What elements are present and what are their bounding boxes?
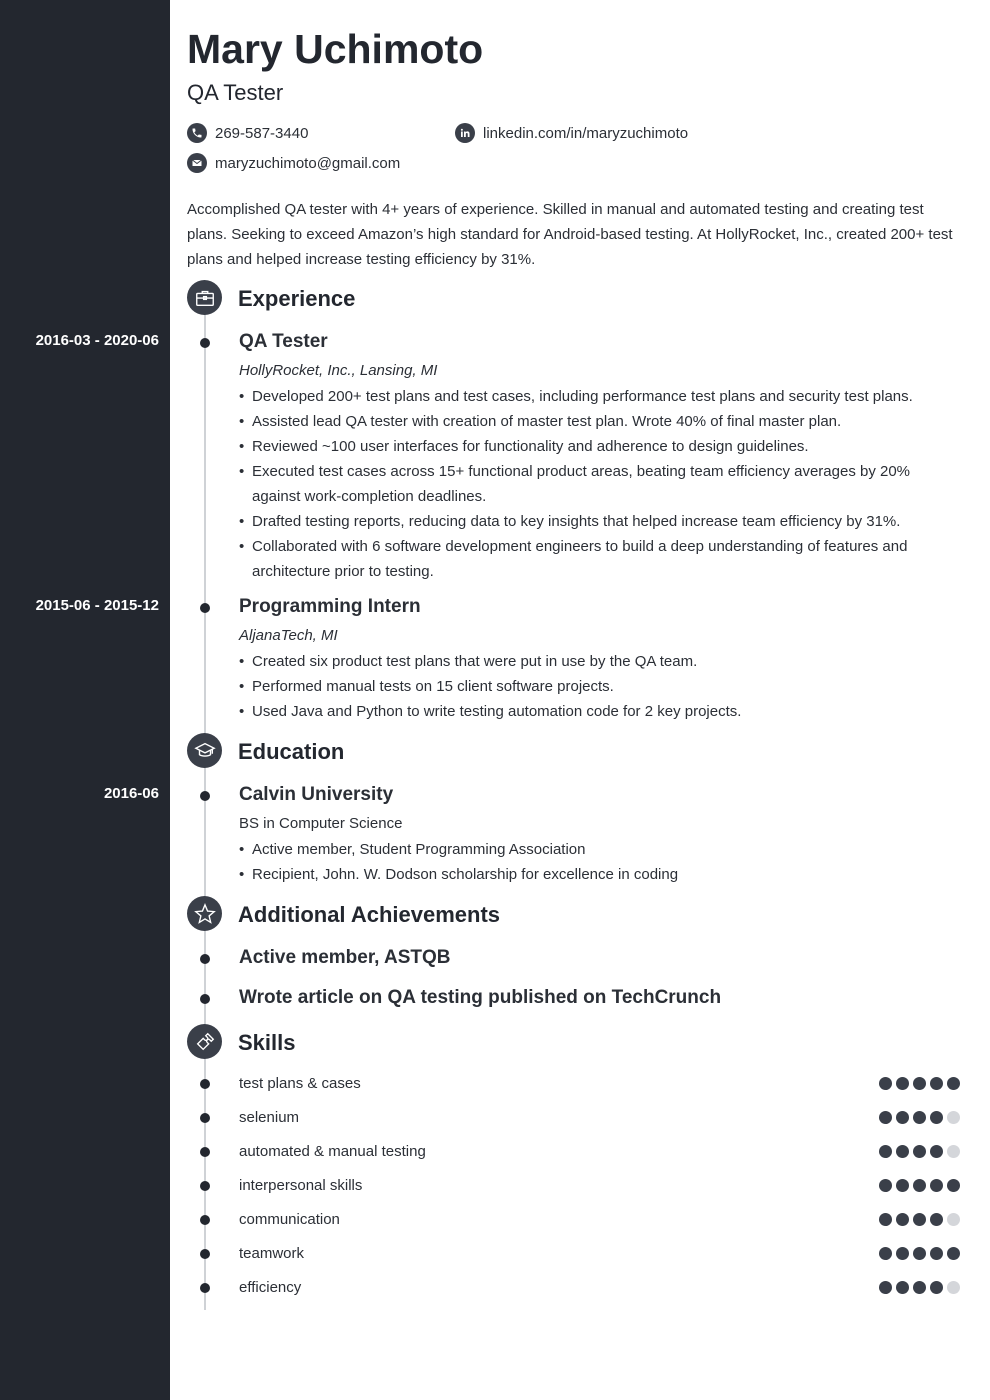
skill-name: communication: [239, 1211, 340, 1228]
rating-dot-filled: [913, 1247, 926, 1260]
education-bullets: [239, 837, 944, 887]
rating-dot-filled: [896, 1247, 909, 1260]
rating-dot-filled: [930, 1111, 943, 1124]
timeline-dot: [200, 1079, 210, 1089]
bullet-item: • Active member, Student Programming Association: [239, 837, 944, 862]
job-role: QA Tester: [187, 80, 284, 105]
bullet-item: • Assisted lead QA tester with creation of master test plan. Wrote 40% of final master plan.: [239, 409, 944, 434]
timeline-dot: [200, 1215, 210, 1225]
rating-dot-filled: [879, 1111, 892, 1124]
rating-dot-filled: [913, 1281, 926, 1294]
bullet-item: • Created six product test plans that were put in use by the QA team.: [239, 649, 944, 674]
timeline-dot: [200, 1147, 210, 1157]
skill-rating: [879, 1077, 960, 1090]
job-title: Programming Intern: [239, 596, 421, 617]
rating-dot-filled: [947, 1179, 960, 1192]
bullet-item: • Executed test cases across 15+ functional product areas, beating team efficiency averages by 20% against work-completion deadlines.: [239, 459, 944, 509]
bullet-item: • Developed 200+ test plans and test cases, including performance test plans and security test plans.: [239, 384, 944, 409]
skill-name: interpersonal skills: [239, 1177, 363, 1194]
rating-dot-filled: [896, 1145, 909, 1158]
skill-rating: [879, 1281, 960, 1294]
skill-name: test plans & cases: [239, 1075, 361, 1092]
timeline-dot: [200, 1283, 210, 1293]
phone-number[interactable]: 269-587-3440: [215, 124, 309, 142]
contact-email: [187, 153, 400, 173]
rating-dot-filled: [913, 1213, 926, 1226]
experience-heading: Experience: [238, 286, 356, 311]
job-dates: 2015-06 - 2015-12: [35, 597, 159, 614]
rating-dot-filled: [913, 1145, 926, 1158]
timeline-dot: [200, 1113, 210, 1123]
degree: BS in Computer Science: [239, 815, 403, 832]
achievement-item: Active member, ASTQB: [239, 947, 451, 968]
rating-dot-filled: [896, 1111, 909, 1124]
rating-dot-filled: [879, 1247, 892, 1260]
timeline-dot: [200, 791, 210, 801]
rating-dot-empty: [947, 1213, 960, 1226]
timeline-dot: [200, 1249, 210, 1259]
email-icon: [187, 153, 207, 173]
rating-dot-filled: [879, 1281, 892, 1294]
bullet-item: • Recipient, John. W. Dodson scholarship for excellence in coding: [239, 862, 944, 887]
rating-dot-filled: [879, 1145, 892, 1158]
skill-name: efficiency: [239, 1279, 302, 1296]
linkedin-icon: [455, 123, 475, 143]
skill-rating: [879, 1247, 960, 1260]
timeline-dot: [200, 954, 210, 964]
rating-dot-filled: [879, 1213, 892, 1226]
job-bullets: [239, 384, 944, 584]
job-title: QA Tester: [239, 331, 328, 352]
timeline-dot: [200, 603, 210, 613]
education-date: 2016-06: [103, 785, 159, 802]
briefcase-icon: [187, 280, 222, 315]
rating-dot-empty: [947, 1145, 960, 1158]
rating-dot-empty: [947, 1281, 960, 1294]
skill-rating: [879, 1111, 960, 1124]
rating-dot-filled: [947, 1247, 960, 1260]
skills-heading: Skills: [238, 1030, 296, 1055]
bullet-item: • Reviewed ~100 user interfaces for functionality and adherence to design guidelines.: [239, 434, 944, 459]
rating-dot-filled: [930, 1077, 943, 1090]
rating-dot-filled: [930, 1145, 943, 1158]
education-heading: Education: [238, 739, 345, 764]
graduation-cap-icon: [187, 733, 222, 768]
achievements-heading: Additional Achievements: [238, 902, 501, 927]
rating-dot-filled: [913, 1179, 926, 1192]
rating-dot-filled: [896, 1179, 909, 1192]
bullet-item: • Performed manual tests on 15 client software projects.: [239, 674, 944, 699]
rating-dot-filled: [930, 1247, 943, 1260]
bullet-item: • Collaborated with 6 software development engineers to build a deep understanding of features and architecture prior to testing.: [239, 534, 944, 584]
rating-dot-filled: [879, 1077, 892, 1090]
skill-rating: [879, 1145, 960, 1158]
email-address[interactable]: maryzuchimoto@gmail.com: [215, 154, 401, 172]
contact-linkedin: [455, 123, 688, 143]
rating-dot-filled: [879, 1179, 892, 1192]
job-bullets: [239, 649, 944, 724]
timeline-dot: [200, 1181, 210, 1191]
bullet-item: • Drafted testing reports, reducing data to key insights that helped increase team efficiency by 31%.: [239, 509, 944, 534]
rating-dot-empty: [947, 1111, 960, 1124]
timeline-dot: [200, 338, 210, 348]
skill-name: selenium: [239, 1109, 300, 1126]
skill-name: teamwork: [239, 1245, 305, 1262]
rating-dot-filled: [930, 1281, 943, 1294]
timeline-line: [204, 300, 206, 1310]
rating-dot-filled: [913, 1111, 926, 1124]
rating-dot-filled: [896, 1213, 909, 1226]
timeline-dot: [200, 994, 210, 1004]
rating-dot-filled: [930, 1179, 943, 1192]
rating-dot-filled: [896, 1281, 909, 1294]
achievement-item: Wrote article on QA testing published on TechCrunch: [239, 987, 722, 1008]
job-dates: 2016-03 - 2020-06: [35, 332, 159, 349]
contact-phone: [187, 123, 308, 143]
job-company: HollyRocket, Inc., Lansing, MI: [239, 362, 438, 379]
school-name: Calvin University: [239, 784, 394, 805]
skill-rating: [879, 1179, 960, 1192]
rating-dot-filled: [930, 1213, 943, 1226]
skill-rating: [879, 1213, 960, 1226]
star-icon: [187, 896, 222, 931]
puzzle-icon: [187, 1024, 222, 1059]
job-company: AljanaTech, MI: [239, 627, 338, 644]
rating-dot-filled: [947, 1077, 960, 1090]
skill-name: automated & manual testing: [239, 1143, 426, 1160]
rating-dot-filled: [913, 1077, 926, 1090]
linkedin-link[interactable]: linkedin.com/in/maryzuchimoto: [483, 124, 689, 142]
bullet-item: • Used Java and Python to write testing automation code for 2 key projects.: [239, 699, 944, 724]
sidebar: [0, 0, 170, 1400]
rating-dot-filled: [896, 1077, 909, 1090]
candidate-name: Mary Uchimoto: [187, 26, 484, 72]
phone-icon: [187, 123, 207, 143]
profile-summary: Accomplished QA tester with 4+ years of experience. Skilled in manual and automated testing and creating test plans. Seeking to exceed Amazon’s high standard for Android-based testing. At HollyRocket, Inc., created 200+ test plans and helped increase testing efficiency by 31%.: [187, 201, 953, 268]
